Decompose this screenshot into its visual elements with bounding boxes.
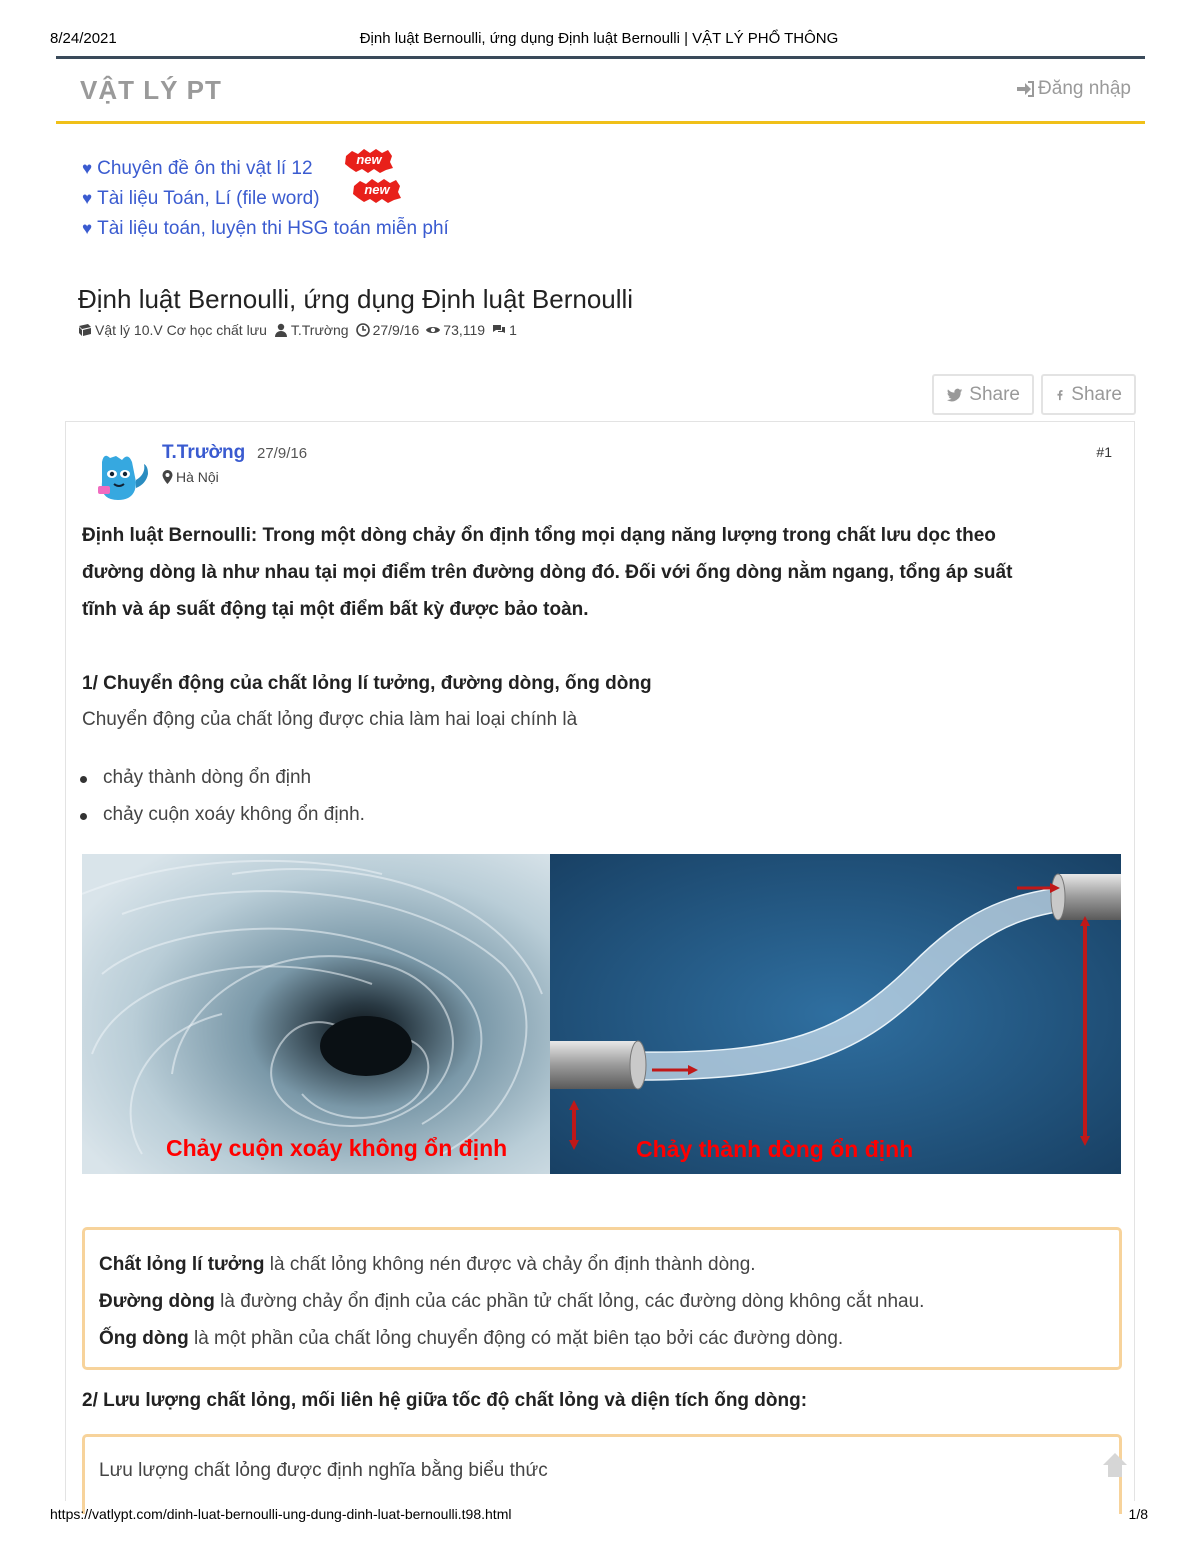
vortex-image xyxy=(82,854,550,1174)
author-location xyxy=(162,469,219,485)
location-label: Hà Nội xyxy=(176,469,219,485)
list-item: chảy thành dòng ổn định xyxy=(103,767,312,788)
user-icon xyxy=(274,323,288,337)
heart-icon: ♥ xyxy=(82,159,93,178)
page-title: Định luật Bernoulli, ứng dụng Định luật Bernoulli xyxy=(78,284,634,314)
avatar[interactable] xyxy=(92,452,152,502)
flow-figure-svg xyxy=(82,854,1121,1174)
definition-term: Ống dòng xyxy=(99,1328,189,1349)
lead-line: tĩnh và áp suất động tại một điểm bất kỳ được bảo toàn. xyxy=(82,599,589,620)
list-item: chảy cuộn xoáy không ổn định. xyxy=(103,804,365,825)
view-count: 73,119 xyxy=(443,322,486,338)
post-card xyxy=(65,421,1135,1501)
lead-line: đường dòng là như nhau tại mọi điểm trên đường dòng đó. Đối với ống dòng nằm ngang, tổng áp suất xyxy=(82,562,1013,583)
category-link[interactable]: Vật lý 10.V Cơ học chất lưu xyxy=(95,322,267,338)
reply-count: 1 xyxy=(509,322,517,338)
definition-line xyxy=(99,1283,1105,1320)
definition-text: là chất lỏng không nén được và chảy ổn định thành dòng. xyxy=(264,1254,756,1275)
definition-term: Chất lỏng lí tưởng xyxy=(99,1254,265,1275)
thread-meta xyxy=(78,322,517,338)
post-content xyxy=(82,517,1122,628)
sign-in-icon xyxy=(1016,80,1036,98)
author-link[interactable]: T.Trường xyxy=(290,322,349,338)
left-caption: Chảy cuộn xoáy không ổn định xyxy=(166,1135,508,1161)
inlet-pipe xyxy=(550,1041,640,1089)
books-icon xyxy=(78,323,92,337)
flow-comparison-figure xyxy=(82,854,1121,1174)
eye-icon xyxy=(426,323,440,337)
definition-box xyxy=(82,1227,1122,1370)
promo-link-tai-lieu-word[interactable] xyxy=(82,184,449,214)
login-label: Đăng nhập xyxy=(1038,78,1131,99)
definition-term: Đường dòng xyxy=(99,1291,215,1312)
print-title: Định luật Bernoulli, ứng dụng Định luật Bernoulli | VẬT LÝ PHỔ THÔNG xyxy=(359,30,839,47)
map-marker-icon xyxy=(162,470,173,484)
twitter-share-button[interactable] xyxy=(932,374,1034,415)
right-caption: Chảy thành dòng ổn định xyxy=(636,1136,914,1162)
definition-text: là đường chảy ổn định của các phần tử chất lỏng, các đường dòng không cắt nhau. xyxy=(214,1291,925,1312)
comments-icon xyxy=(492,323,506,337)
outlet-pipe xyxy=(1057,874,1121,920)
print-footer xyxy=(50,1506,1148,1526)
intro-paragraph: Chuyển động của chất lỏng được chia làm hai loại chính là xyxy=(82,709,578,730)
post-permalink[interactable]: #1 xyxy=(1096,444,1112,460)
promo-link-label: Tài liệu Toán, Lí (file word) xyxy=(97,188,320,209)
flow-rate-box xyxy=(82,1434,1122,1514)
clock-icon xyxy=(356,323,370,337)
new-badge-icon xyxy=(352,178,402,204)
section-heading-1: 1/ Chuyển động của chất lỏng lí tưởng, đường dòng, ống dòng xyxy=(82,673,652,694)
promo-link-hsg[interactable] xyxy=(82,214,449,244)
twitter-share-label: Share xyxy=(969,383,1020,405)
facebook-icon xyxy=(1055,386,1065,404)
heart-icon: ♥ xyxy=(82,219,93,238)
vortex-center xyxy=(320,1016,412,1076)
lead-line: Định luật Bernoulli: Trong một dòng chảy ổn định tổng mọi dạng năng lượng trong chất lưu dọc theo xyxy=(82,525,996,546)
post-author-link[interactable]: T.Trường xyxy=(162,442,246,463)
heart-icon: ♥ xyxy=(82,189,93,208)
new-badge-label: new xyxy=(364,182,390,197)
twitter-icon xyxy=(946,386,963,404)
flow-rate-text: Lưu lượng chất lỏng được định nghĩa bằng biểu thức xyxy=(99,1460,548,1481)
print-header xyxy=(50,30,1148,50)
promo-links xyxy=(82,154,449,244)
brand-logo[interactable]: VẬT LÝ PT xyxy=(80,75,222,105)
promo-link-label: Chuyên đề ôn thi vật lí 12 xyxy=(97,158,313,179)
section-heading-2: 2/ Lưu lượng chất lỏng, mối liên hệ giữa tốc độ chất lỏng và diện tích ống dòng: xyxy=(82,1390,808,1411)
login-link[interactable] xyxy=(1016,78,1131,100)
print-date: 8/24/2021 xyxy=(50,30,117,47)
definition-text: là một phần của chất lỏng chuyển động có mặt biên tạo bởi các đường dòng. xyxy=(188,1328,844,1349)
definition-line xyxy=(99,1246,1105,1283)
promo-link-label: Tài liệu toán, luyện thi HSG toán miễn phí xyxy=(97,218,449,239)
new-badge-label: new xyxy=(356,152,382,167)
facebook-share-button[interactable] xyxy=(1041,374,1136,415)
post-date: 27/9/16 xyxy=(257,445,308,462)
scroll-top-icon[interactable] xyxy=(1100,1450,1130,1480)
print-page-number: 1/8 xyxy=(1128,1506,1148,1522)
new-badge-icon xyxy=(344,148,394,174)
lead-paragraph xyxy=(82,517,1122,628)
navbar xyxy=(56,56,1145,124)
thread-date: 27/9/16 xyxy=(372,322,420,338)
facebook-share-label: Share xyxy=(1071,383,1122,405)
definition-line xyxy=(99,1320,1105,1357)
print-url: https://vatlypt.com/dinh-luat-bernoulli-ung-dung-dinh-luat-bernoulli.t98.html xyxy=(50,1506,512,1522)
